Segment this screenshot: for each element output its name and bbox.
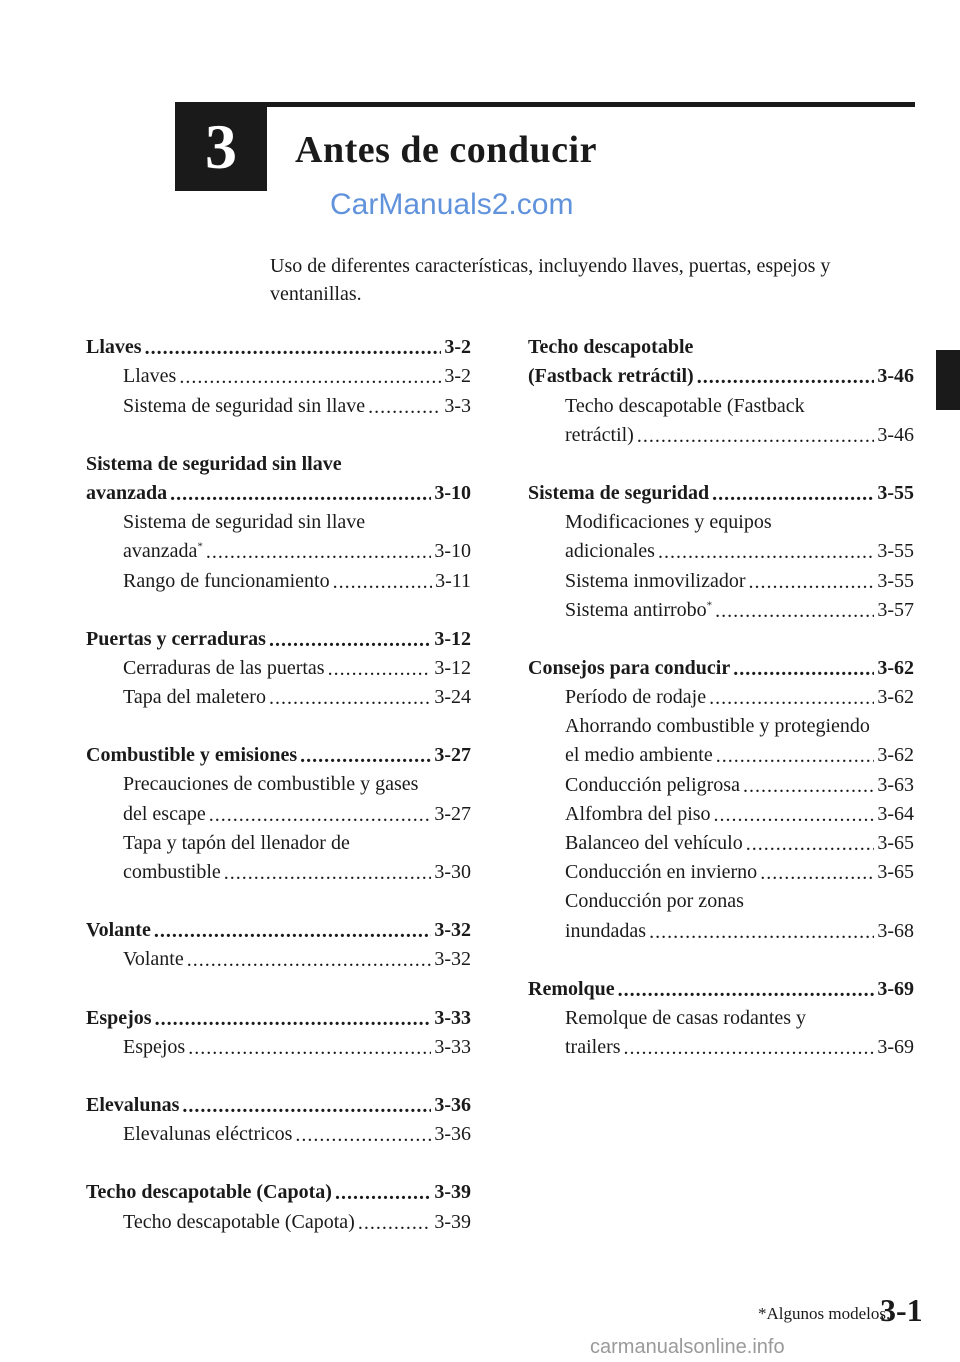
toc-entry-text: Tapa del maletero	[123, 686, 266, 709]
toc-entry-text: el medio ambiente	[565, 744, 713, 767]
toc-entry-page: 3-68	[877, 919, 914, 942]
leader-dots	[295, 1124, 431, 1146]
toc-heading-text: Llaves	[86, 336, 142, 359]
leader-dots	[155, 1008, 432, 1030]
toc-heading-text: Consejos para conducir	[528, 656, 731, 679]
toc-entry[interactable]	[86, 359, 471, 388]
leader-dots	[269, 687, 431, 709]
toc-entry[interactable]	[528, 913, 914, 942]
toc-entry[interactable]	[528, 767, 914, 796]
toc-heading[interactable]	[528, 651, 914, 680]
toc-section	[86, 330, 471, 418]
toc-entry-text: Volante	[123, 948, 184, 971]
toc-entry-text: Remolque de casas rodantes y	[565, 1006, 807, 1029]
header-rule	[175, 102, 915, 107]
toc-entry-text: del escape	[123, 802, 206, 825]
toc-entry-page: 3-64	[877, 802, 914, 825]
toc-entry-text: Modificaciones y equipos	[565, 511, 772, 534]
chapter-number-box	[175, 102, 267, 191]
toc-entry-page: 3-57	[877, 598, 914, 621]
footnote-marker: *	[706, 599, 713, 612]
toc-heading-page: 3-32	[434, 919, 471, 942]
toc-heading-text: Volante	[86, 919, 151, 942]
chapter-side-tab	[936, 350, 960, 410]
toc-heading[interactable]	[86, 1175, 471, 1204]
toc-entry	[528, 1001, 914, 1030]
toc-entry-page: 3-2	[444, 365, 471, 388]
leader-dots	[618, 979, 875, 1001]
leader-dots	[697, 366, 875, 388]
toc-entry-text: retráctil)	[565, 423, 634, 446]
toc-entry-text: Rango de funcionamiento	[123, 569, 330, 592]
toc-entry-text: Techo descapotable (Capota)	[123, 1210, 355, 1233]
toc-heading-page: 3-69	[877, 977, 914, 1000]
footer-note: *Algunos modelos.	[758, 1304, 891, 1323]
page-number: 3-1	[880, 1292, 923, 1328]
toc-entry	[528, 505, 914, 534]
toc-entry-page: 3-69	[877, 1036, 914, 1059]
toc-entry-text: Precauciones de combustible y gases	[123, 773, 419, 796]
toc-heading-page: 3-39	[434, 1181, 471, 1204]
toc-heading-text: Puertas y cerraduras	[86, 627, 266, 650]
toc-entry	[528, 709, 914, 738]
leader-dots	[182, 1095, 431, 1117]
leader-dots	[760, 862, 874, 884]
toc-entry[interactable]	[528, 738, 914, 767]
toc-entry-page: 3-30	[434, 861, 471, 883]
toc-entry-text: Alfombra del piso	[565, 802, 711, 825]
toc-section	[528, 330, 914, 447]
toc-section	[86, 913, 471, 971]
toc-heading	[528, 330, 914, 359]
chapter-number: 3	[205, 110, 237, 182]
leader-dots	[743, 775, 874, 797]
toc-entry-text: Período de rodaje	[565, 686, 707, 709]
toc-entry-page: 3-62	[877, 686, 914, 709]
toc-section	[86, 738, 471, 884]
toc-entry-text: Sistema inmovilizador	[565, 569, 746, 592]
toc-entry-text: Sistema de seguridad sin llave	[123, 511, 366, 534]
leader-dots	[209, 804, 432, 826]
chapter-intro: Uso de diferentes características, incluyendo llaves, puertas, espejos y ventanillas.	[270, 255, 831, 305]
leader-dots	[206, 541, 431, 563]
toc-entry[interactable]	[86, 1030, 471, 1059]
toc-entry[interactable]	[528, 563, 914, 592]
toc-entry[interactable]	[86, 388, 471, 417]
toc-entry-page: 3-33	[434, 1035, 471, 1058]
toc-heading-page: 3-10	[434, 481, 471, 504]
toc-heading[interactable]	[86, 476, 471, 505]
toc-entry-page: 3-10	[434, 540, 471, 563]
leader-dots	[145, 337, 442, 359]
footnote-marker: *	[197, 540, 203, 553]
toc-entry-page: 3-65	[877, 861, 914, 884]
toc-entry-page: 3-55	[877, 540, 914, 563]
toc-entry-text: Techo descapotable (Fastback	[565, 394, 805, 417]
leader-dots	[649, 921, 874, 943]
toc-heading[interactable]	[528, 972, 914, 1001]
leader-dots	[335, 1182, 431, 1204]
leader-dots	[749, 571, 875, 593]
toc-section	[86, 622, 471, 710]
toc-section	[528, 651, 914, 943]
toc-heading[interactable]	[86, 330, 471, 359]
toc-entry[interactable]	[86, 1204, 471, 1233]
toc-heading-page: 3-62	[877, 656, 914, 679]
toc-entry-text: Ahorrando combustible y protegiendo	[565, 715, 870, 738]
leader-dots	[746, 833, 875, 855]
toc-entry-page: 3-36	[434, 1123, 471, 1146]
toc-heading[interactable]	[86, 622, 471, 651]
toc-heading-text: Espejos	[86, 1006, 152, 1029]
toc-entry	[528, 388, 914, 417]
toc-entry-text: Conducción por zonas	[565, 890, 744, 913]
leader-dots	[637, 425, 874, 447]
toc-heading[interactable]	[86, 1000, 471, 1029]
toc-entry-text: Sistema de seguridad sin llave	[123, 394, 366, 417]
toc-entry-text: Balanceo del vehículo	[565, 832, 743, 854]
toc-entry[interactable]	[86, 796, 471, 825]
toc-heading-text: Sistema de seguridad	[528, 481, 710, 504]
toc-entry	[86, 767, 471, 796]
toc-left-column	[86, 330, 471, 1263]
leader-dots	[658, 541, 874, 563]
toc-entry	[528, 884, 914, 913]
leader-dots	[716, 745, 875, 767]
leader-dots	[712, 483, 874, 505]
toc-heading[interactable]	[86, 913, 471, 942]
toc-entry[interactable]	[528, 418, 914, 447]
toc-entry-text: Elevalunas eléctricos	[123, 1123, 293, 1146]
toc-heading-text: Elevalunas	[86, 1093, 180, 1116]
toc-entry-page: 3-63	[877, 773, 914, 796]
toc-section	[86, 1175, 471, 1233]
toc-entry[interactable]	[528, 855, 914, 884]
toc-entry-page: 3-11	[435, 569, 471, 592]
toc-heading-text: (Fastback retráctil)	[528, 365, 694, 388]
toc-entry-text: Tapa y tapón del llenador de	[123, 831, 350, 854]
toc-entry-text: trailers	[565, 1036, 621, 1059]
toc-entry	[86, 826, 471, 855]
watermark-carmanuals2[interactable]: CarManuals2.com	[330, 188, 574, 221]
toc-entry[interactable]	[528, 797, 914, 826]
toc-entry[interactable]	[86, 1117, 471, 1146]
toc-heading-text: Techo descapotable (Capota)	[86, 1181, 332, 1204]
toc-entry-page: 3-62	[877, 744, 914, 767]
toc-entry-text: Conducción peligrosa	[565, 773, 740, 796]
toc-entry-text: Cerraduras de las puertas	[123, 656, 325, 679]
toc-entry-page: 3-55	[877, 569, 914, 592]
leader-dots	[328, 658, 432, 680]
toc-heading-page: 3-12	[434, 627, 471, 650]
toc-entry[interactable]	[528, 826, 914, 855]
toc-right-column	[528, 330, 914, 1088]
toc-heading-page: 3-27	[434, 744, 471, 767]
toc-heading	[86, 447, 471, 476]
toc-entry[interactable]	[528, 534, 914, 563]
leader-dots	[224, 862, 432, 884]
toc-entry[interactable]	[86, 563, 471, 592]
toc-heading-text: Sistema de seguridad sin llave	[86, 452, 342, 475]
toc-section	[528, 476, 914, 622]
toc-heading[interactable]	[528, 476, 914, 505]
toc-entry-text: adicionales	[565, 540, 655, 563]
toc-heading-page: 3-46	[877, 365, 914, 388]
toc-heading-page: 3-33	[434, 1006, 471, 1029]
leader-dots	[269, 629, 431, 651]
leader-dots	[624, 1037, 875, 1059]
toc-entry-text: inundadas	[565, 919, 647, 942]
toc-entry-page: 3-39	[434, 1210, 471, 1233]
toc-section	[528, 972, 914, 1060]
toc-entry-text: avanzada*	[123, 540, 203, 563]
toc-entry-page: 3-3	[444, 394, 471, 417]
leader-dots	[300, 745, 431, 767]
toc-entry-page: 3-27	[434, 802, 471, 825]
toc-section	[86, 1000, 471, 1058]
toc-heading-page: 3-36	[434, 1093, 471, 1116]
leader-dots	[733, 658, 874, 680]
toc-entry[interactable]	[528, 1030, 914, 1059]
toc-entry[interactable]	[86, 534, 471, 563]
leader-dots	[358, 1212, 432, 1234]
leader-dots	[188, 1037, 431, 1059]
toc-heading-text: Combustible y emisiones	[86, 744, 298, 767]
leader-dots	[715, 600, 874, 622]
toc-entry-text: Espejos	[123, 1035, 186, 1058]
leader-dots	[368, 396, 441, 418]
leader-dots	[187, 949, 432, 971]
toc-entry[interactable]	[528, 680, 914, 709]
toc-entry-page: 3-65	[877, 832, 914, 854]
toc-entry-text: Conducción en invierno	[565, 861, 758, 884]
leader-dots	[333, 571, 432, 593]
toc-entry[interactable]	[86, 855, 471, 884]
toc-section	[86, 447, 471, 593]
chapter-title: Antes de conducir	[295, 129, 597, 171]
toc-entry	[86, 505, 471, 534]
watermark-carmanualsonline[interactable]: carmanualsonline.info	[590, 1336, 785, 1358]
toc-entry-page: 3-46	[877, 423, 914, 446]
toc-entry-page: 3-32	[434, 948, 471, 971]
toc-heading-text: Remolque	[528, 977, 615, 1000]
toc-heading[interactable]	[86, 738, 471, 767]
leader-dots	[179, 366, 441, 388]
toc-heading-text: avanzada	[86, 481, 168, 504]
toc-heading-page: 3-55	[877, 481, 914, 504]
leader-dots	[709, 687, 874, 709]
leader-dots	[154, 920, 432, 942]
toc-section	[86, 1088, 471, 1146]
toc-heading[interactable]	[528, 359, 914, 388]
toc-entry[interactable]	[528, 593, 914, 622]
toc-heading[interactable]	[86, 1088, 471, 1117]
toc-entry[interactable]	[86, 651, 471, 680]
toc-entry-page: 3-24	[434, 686, 471, 709]
toc-entry[interactable]	[86, 680, 471, 709]
toc-entry-text: Sistema antirrobo*	[565, 598, 713, 621]
toc-heading-text: Techo descapotable	[528, 336, 694, 359]
toc-entry-text: Llaves	[123, 365, 177, 388]
toc-heading-page: 3-2	[444, 336, 471, 359]
toc-entry[interactable]	[86, 942, 471, 971]
toc-entry-page: 3-12	[434, 656, 471, 679]
toc-entry-text: combustible	[123, 861, 221, 883]
leader-dots	[170, 483, 431, 505]
leader-dots	[714, 804, 875, 826]
